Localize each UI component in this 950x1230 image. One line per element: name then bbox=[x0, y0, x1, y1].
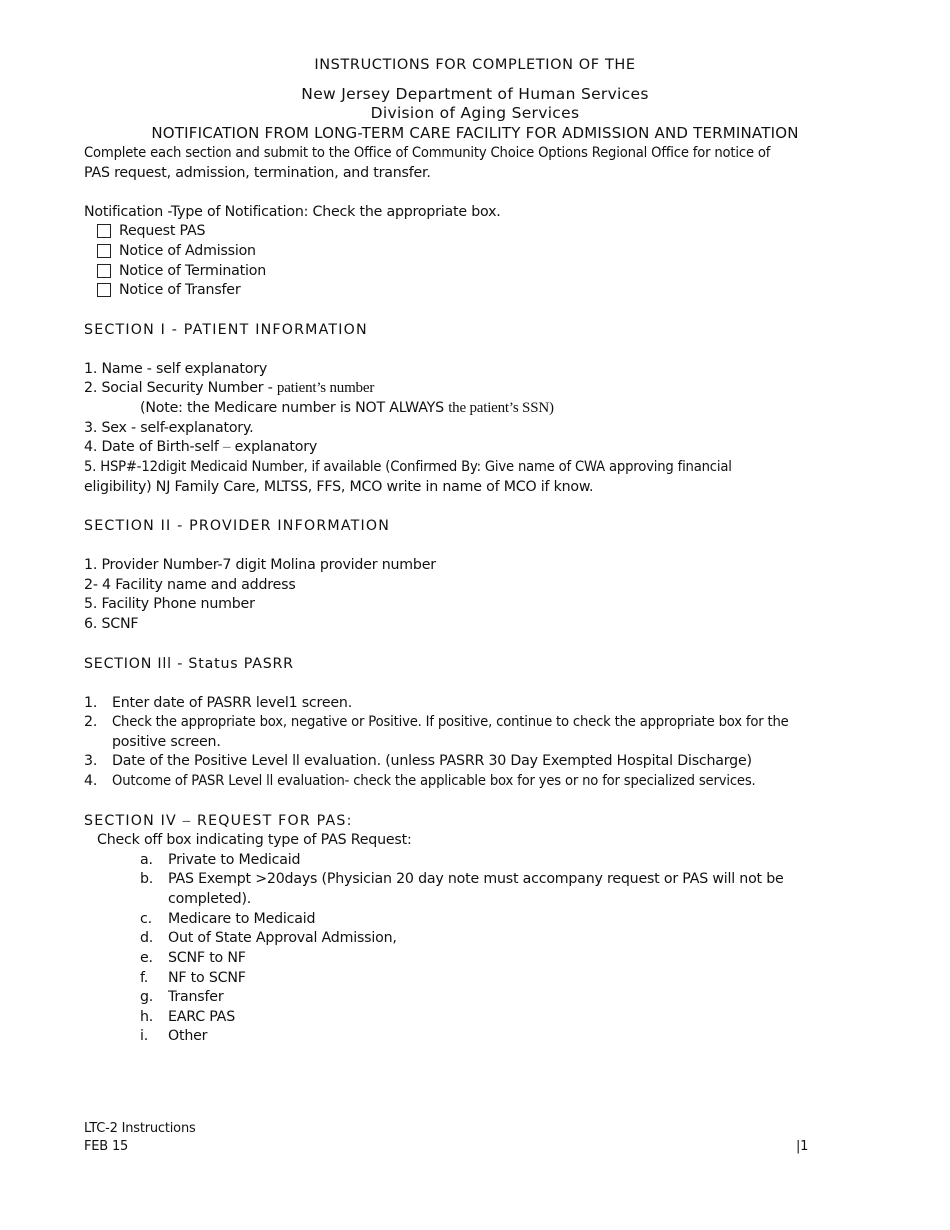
section3-number-1: 1. bbox=[84, 695, 98, 711]
notification-heading: Notification -Type of Notification: Check the appropriate box. bbox=[84, 204, 501, 220]
section1-ssn-note bbox=[140, 399, 554, 418]
checkbox-label-notice-of-transfer: Notice of Transfer bbox=[119, 282, 241, 298]
section3-heading: SECTION Ill - Status PASRR bbox=[84, 656, 294, 672]
section3-item-2-line1: Check the appropriate box, negative or Positive. If positive, continue to check the appropriate box for the bbox=[112, 714, 789, 730]
section4-item-b-line1: PAS Exempt >20days (Physician 20 day note must accompany request or PAS will not be bbox=[168, 871, 784, 887]
section1-item-hsp-line2: eligibility) NJ Family Care, MLTSS, FFS, MCO write in name of MCO if know. bbox=[84, 479, 594, 495]
section1-item-dob-desc: explanatory bbox=[230, 439, 318, 455]
section2-item-facility-name: 2- 4 Facility name and address bbox=[84, 577, 296, 593]
section3-item-1: Enter date of PASRR level1 screen. bbox=[112, 695, 353, 711]
header-division: Division of Aging Services bbox=[370, 104, 580, 122]
section4-item-a: Private to Medicaid bbox=[168, 852, 301, 868]
section4-item-e: SCNF to NF bbox=[168, 950, 246, 966]
section4-letter-g: g. bbox=[140, 989, 154, 1005]
section1-ssn-note-part2: the patient’s SSN) bbox=[448, 400, 554, 416]
section2-item-facility-phone: 5. Facility Phone number bbox=[84, 596, 255, 612]
section4-letter-i: i. bbox=[140, 1028, 149, 1044]
section4-item-g: Transfer bbox=[168, 989, 224, 1005]
section1-item-sex: 3. Sex - self-explanatory. bbox=[84, 420, 254, 436]
section4-letter-h: h. bbox=[140, 1009, 154, 1025]
section1-heading: SECTION I - PATIENT INFORMATION bbox=[84, 322, 368, 338]
footer-page-number: |1 bbox=[796, 1139, 809, 1154]
section4-intro: Check off box indicating type of PAS Request: bbox=[97, 832, 412, 848]
header-department: New Jersey Department of Human Services bbox=[301, 85, 649, 103]
section1-item-ssn bbox=[84, 379, 374, 398]
footer-date: FEB 15 bbox=[84, 1139, 129, 1154]
section3-number-2: 2. bbox=[84, 714, 98, 730]
footer-form-name: LTC-2 Instructions bbox=[84, 1121, 196, 1136]
checkbox-label-notice-of-admission: Notice of Admission bbox=[119, 243, 256, 259]
checkbox-notice-of-termination[interactable] bbox=[97, 264, 111, 278]
section1-item-dob bbox=[84, 438, 317, 457]
checkbox-notice-of-transfer[interactable] bbox=[97, 283, 111, 297]
checkbox-label-request-pas: Request PAS bbox=[119, 223, 206, 239]
section4-item-i: Other bbox=[168, 1028, 208, 1044]
section4-item-b-line2: completed). bbox=[168, 891, 252, 907]
section4-item-f: NF to SCNF bbox=[168, 970, 246, 986]
intro-line1: Complete each section and submit to the Office of Community Choice Options Regional Office for notice of bbox=[84, 145, 771, 161]
section1-item-hsp-line1: 5. HSP#-12digit Medicaid Number, if available (Confirmed By: Give name of CWA approving financial bbox=[84, 459, 732, 475]
section3-item-4: Outcome of PASR Level ll evaluation- check the applicable box for yes or no for specialized services. bbox=[112, 773, 756, 789]
section4-letter-a: a. bbox=[140, 852, 153, 868]
section1-item-dob-label: 4. Date of Birth-self bbox=[84, 439, 223, 455]
section4-letter-c: c. bbox=[140, 911, 152, 927]
section1-item-name: 1. Name - self explanatory bbox=[84, 361, 268, 377]
section4-letter-d: d. bbox=[140, 930, 154, 946]
section4-letter-b: b. bbox=[140, 871, 154, 887]
intro-line2: PAS request, admission, termination, and transfer. bbox=[84, 165, 431, 181]
header-form-title: NOTIFICATION FROM LONG-TERM CARE FACILITY FOR ADMISSION AND TERMINATION bbox=[151, 124, 799, 142]
section2-item-scnf: 6. SCNF bbox=[84, 616, 139, 632]
checkbox-notice-of-admission[interactable] bbox=[97, 244, 111, 258]
section4-item-d: Out of State Approval Admission, bbox=[168, 930, 397, 946]
section3-item-2-line2: positive screen. bbox=[112, 734, 221, 750]
section1-item-ssn-desc: patient’s number bbox=[276, 380, 375, 396]
section1-item-dob-dash: – bbox=[223, 439, 231, 455]
section3-number-3: 3. bbox=[84, 753, 98, 769]
header-title-line1: INSTRUCTIONS FOR COMPLETION OF THE bbox=[314, 57, 636, 73]
section2-heading: SECTION II - PROVIDER INFORMATION bbox=[84, 518, 391, 534]
section2-item-provider-number: 1. Provider Number-7 digit Molina provider number bbox=[84, 557, 436, 573]
checkbox-request-pas[interactable] bbox=[97, 224, 111, 238]
section1-ssn-note-part1: (Note: the Medicare number is NOT ALWAYS bbox=[140, 400, 449, 416]
section4-letter-e: e. bbox=[140, 950, 153, 966]
section4-heading bbox=[84, 812, 353, 831]
section4-letter-f: f. bbox=[140, 970, 149, 986]
section4-heading-dash: – bbox=[182, 813, 192, 829]
checkbox-label-notice-of-termination: Notice of Termination bbox=[119, 263, 267, 279]
section4-heading-part1: SECTION IV bbox=[84, 813, 183, 829]
section3-item-3: Date of the Positive Level ll evaluation. (unless PASRR 30 Day Exempted Hospital Discharge) bbox=[112, 753, 752, 769]
section4-item-h: EARC PAS bbox=[168, 1009, 235, 1025]
section1-item-ssn-label: 2. Social Security Number - bbox=[84, 380, 277, 396]
section4-item-c: Medicare to Medicaid bbox=[168, 911, 316, 927]
section3-number-4: 4. bbox=[84, 773, 98, 789]
section4-heading-part2: REQUEST FOR PAS: bbox=[191, 813, 353, 829]
